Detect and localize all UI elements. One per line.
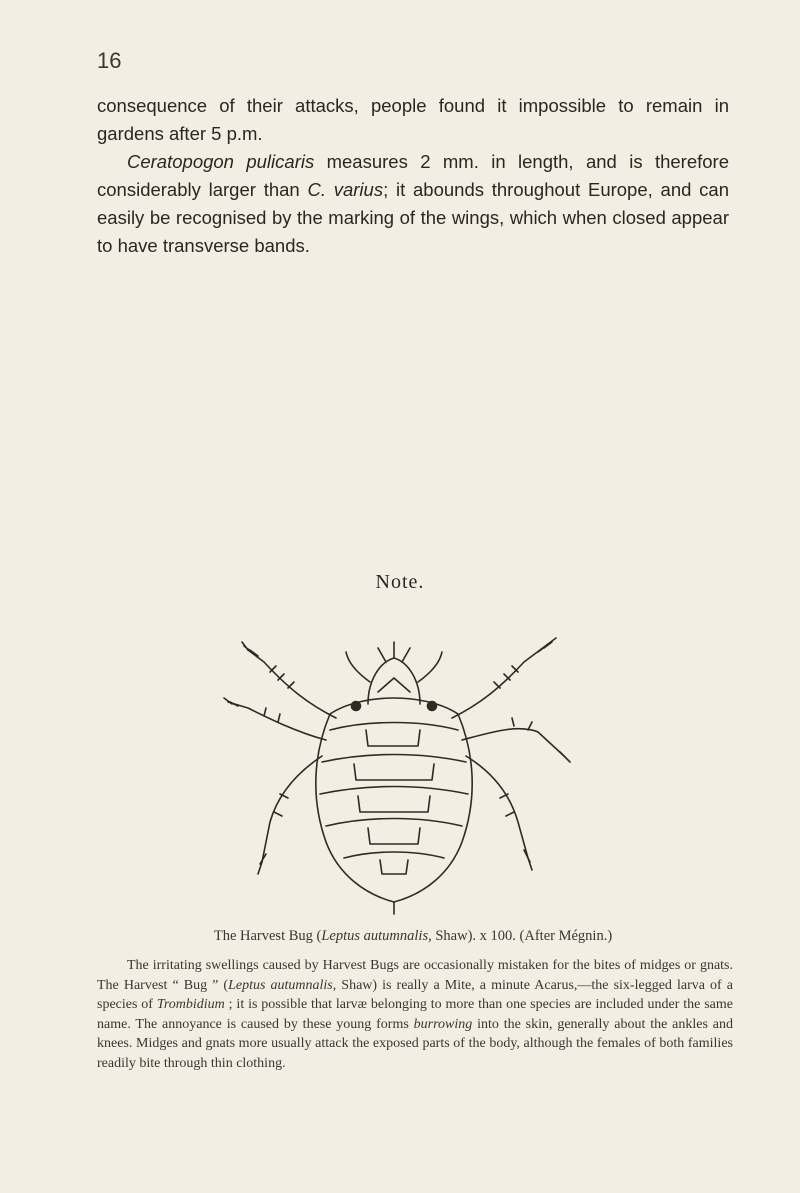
note-italic-3: burrowing <box>413 1016 473 1032</box>
note-text-4: into the skin, generally about the ankles and knees. Midges and gnats more usually attack the exposed parts of the body, although the females of both families readily bite through thin clothing. <box>97 1016 733 1071</box>
note-italic-1: Leptus autumnalis, <box>228 977 337 993</box>
note-text-2: Shaw) is really a Mite, a minute Acarus,—the six-legged larva of a species of <box>97 977 733 1012</box>
page-number: 16 <box>97 48 122 73</box>
note-text <box>97 956 733 1073</box>
paragraph-2-text-b: ; it abounds throughout Europe, and can easily be recognised by the marking of the wings, which when closed appear to have transverse bands. <box>97 179 729 256</box>
note-italic-2: Trombidium <box>156 997 225 1012</box>
paragraph-1: consequence of their attacks, people found it impossible to remain in gardens after 5 p.m. <box>97 95 729 144</box>
paragraph-2 <box>97 148 729 260</box>
note-text-3: ; it is possible that larvæ belonging to more than one species are included under the same name. The annoyance is caused by these young forms <box>97 997 734 1032</box>
species-name: Ceratopogon pulicaris <box>127 151 315 172</box>
caption-suffix: Shaw). x 100. (After Mégnin.) <box>431 928 613 944</box>
caption-species: Leptus autumnalis, <box>321 928 432 944</box>
note-text-1: The irritating swellings caused by Harvest Bugs are occasionally mistaken for the bites of midges or gnats. The Harvest “ Bug ” ( <box>97 958 733 993</box>
note-heading: Note. <box>375 571 425 593</box>
caption-prefix: The Harvest Bug ( <box>213 928 322 944</box>
paragraph-2-text-a: measures 2 mm. in length, and is therefore considerably larger than <box>97 151 730 200</box>
compare-species: C. varius <box>307 179 384 200</box>
figure-caption <box>97 928 729 945</box>
main-text <box>97 92 729 260</box>
harvest-bug-illustration <box>218 622 582 922</box>
